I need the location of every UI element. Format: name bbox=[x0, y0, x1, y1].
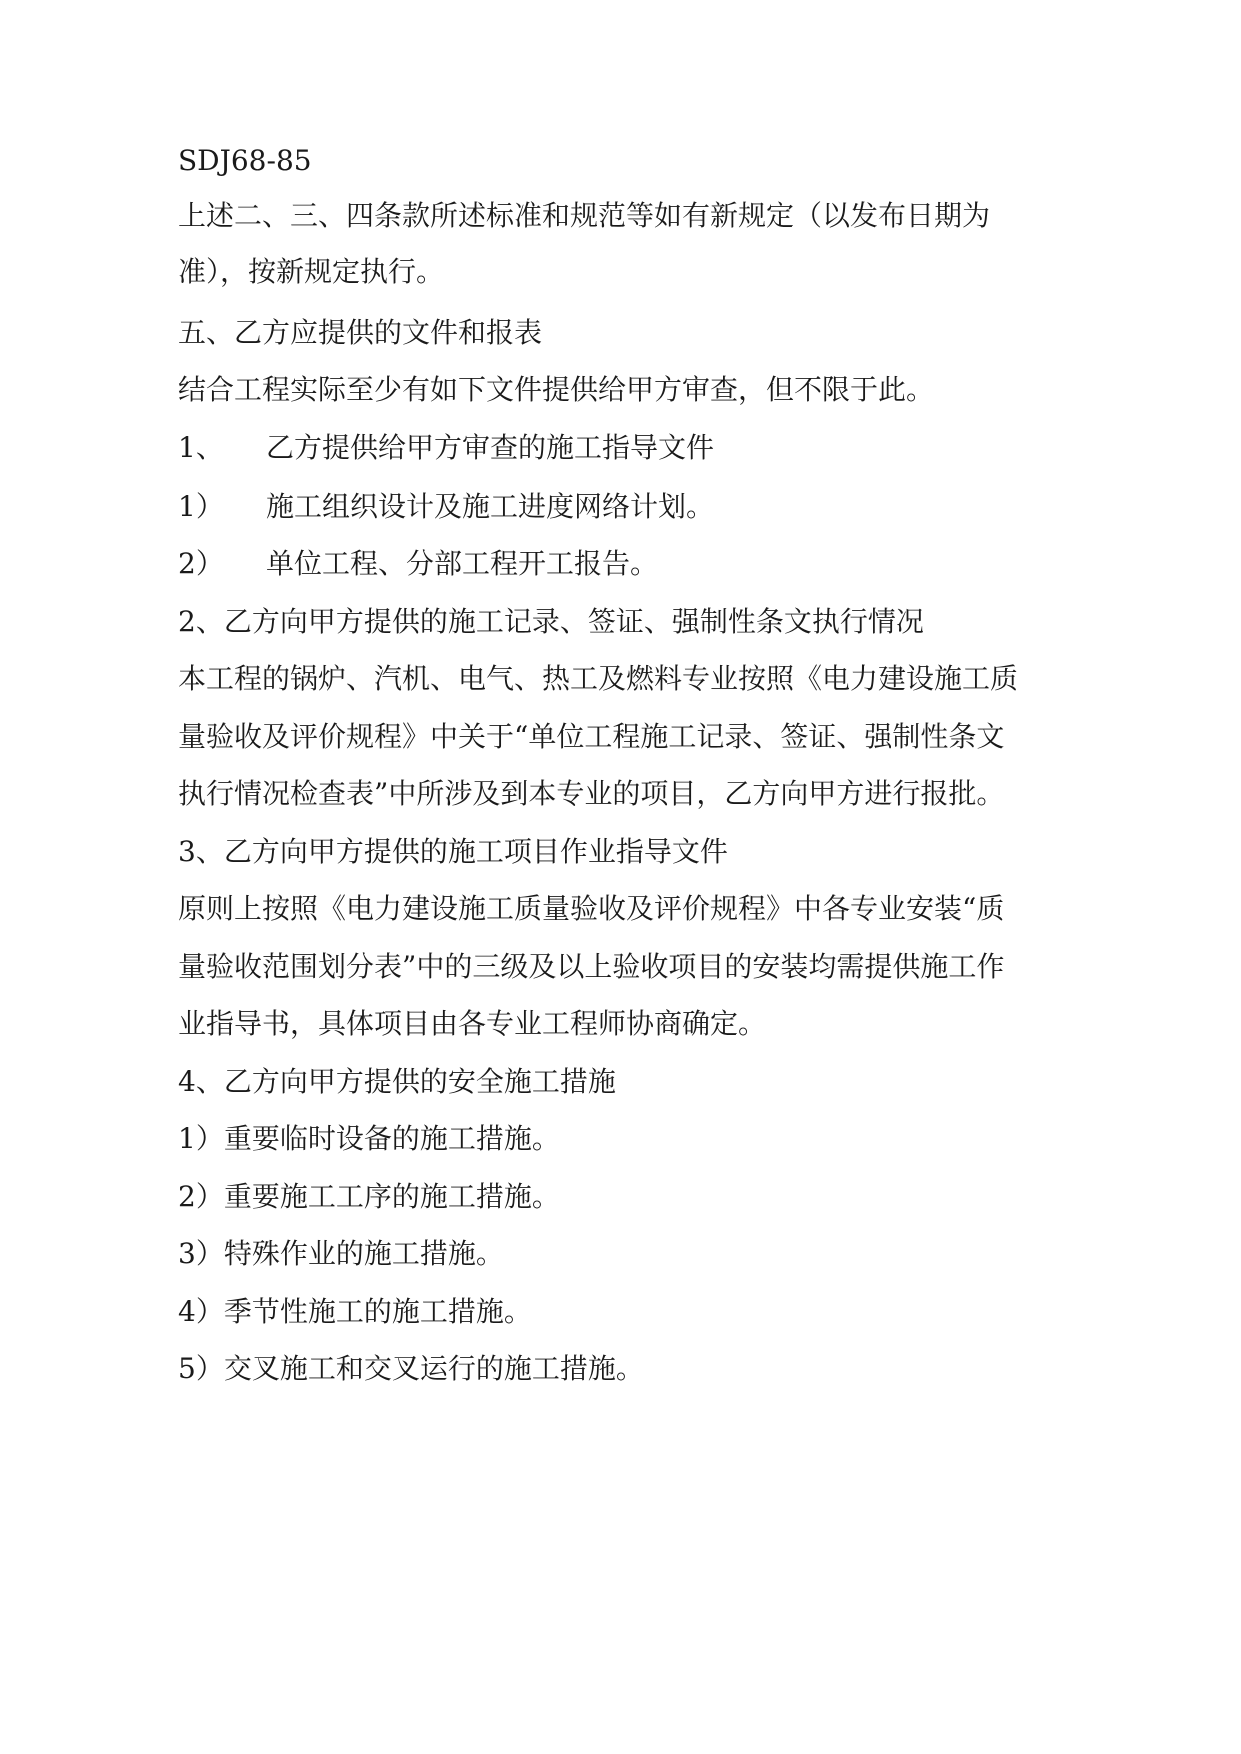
item-2-body-line-1: 本工程的锅炉、汽机、电气、热工及燃料专业按照《电力建设施工质 bbox=[178, 662, 1019, 695]
item-1-sub-2 bbox=[178, 546, 1078, 582]
item-1-sub-1-text: 施工组织设计及施工进度网络计划。 bbox=[266, 490, 715, 523]
item-4-sub-2: 2）重要施工工序的施工措施。 bbox=[178, 1180, 560, 1213]
item-1-sub-2-text: 单位工程、分部工程开工报告。 bbox=[266, 547, 659, 580]
item-2-body-line-3: 执行情况检查表”中所涉及到本专业的项目，乙方向甲方进行报批。 bbox=[178, 777, 1005, 810]
item-3-body-line-1: 原则上按照《电力建设施工质量验收及评价规程》中各专业安装“质 bbox=[178, 892, 1005, 925]
item-1-heading bbox=[178, 430, 1078, 466]
item-1-sub-2-number: 2） bbox=[178, 547, 224, 580]
item-3-body-line-3: 业指导书，具体项目由各专业工程师协商确定。 bbox=[178, 1007, 767, 1040]
item-4-sub-4: 4）季节性施工的施工措施。 bbox=[178, 1295, 532, 1328]
item-4-heading: 4、乙方向甲方提供的安全施工措施 bbox=[178, 1065, 616, 1098]
item-2-heading: 2、乙方向甲方提供的施工记录、签证、强制性条文执行情况 bbox=[178, 605, 924, 638]
item-4-sub-5: 5）交叉施工和交叉运行的施工措施。 bbox=[178, 1352, 644, 1385]
item-3-body-line-2: 量验收范围划分表”中的三级及以上验收项目的安装均需提供施工作 bbox=[178, 950, 1005, 983]
item-1-title: 乙方提供给甲方审查的施工指导文件 bbox=[266, 431, 715, 464]
note-line-2: 准），按新规定执行。 bbox=[178, 255, 445, 288]
item-1-sub-1-number: 1） bbox=[178, 490, 224, 523]
standard-code: SDJ68-85 bbox=[178, 144, 312, 177]
item-1-number: 1、 bbox=[178, 431, 224, 464]
section-five-intro: 结合工程实际至少有如下文件提供给甲方审查，但不限于此。 bbox=[178, 373, 935, 406]
item-2-body-line-2: 量验收及评价规程》中关于“单位工程施工记录、签证、强制性条文 bbox=[178, 720, 1005, 753]
section-five-heading: 五、乙方应提供的文件和报表 bbox=[178, 316, 543, 349]
item-4-sub-3: 3）特殊作业的施工措施。 bbox=[178, 1237, 504, 1270]
item-4-sub-1: 1）重要临时设备的施工措施。 bbox=[178, 1122, 560, 1155]
item-1-sub-1 bbox=[178, 489, 1078, 525]
item-3-heading: 3、乙方向甲方提供的施工项目作业指导文件 bbox=[178, 835, 728, 868]
note-line-1: 上述二、三、四条款所述标准和规范等如有新规定（以发布日期为 bbox=[178, 199, 991, 232]
